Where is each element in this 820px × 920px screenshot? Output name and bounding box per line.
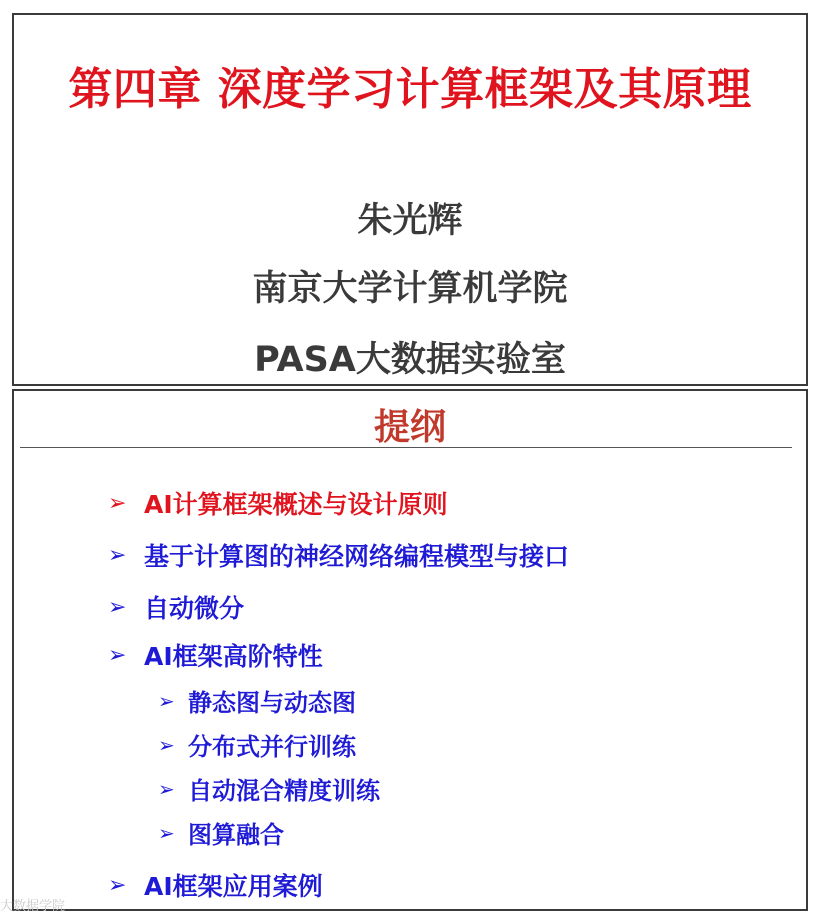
outline-subitem-label: 图算融合 <box>188 821 284 849</box>
bullet-arrow-icon: ➢ <box>158 732 175 757</box>
outline-item-label: AI框架高阶特性 <box>144 642 323 671</box>
outline-subitem-label: 自动混合精度训练 <box>188 777 380 805</box>
chapter-title: 第四章 深度学习计算框架及其原理 <box>68 64 752 115</box>
outline-item <box>108 485 448 521</box>
outline-item-label: 自动微分 <box>144 594 245 623</box>
bullet-arrow-icon: ➢ <box>108 642 127 668</box>
outline-item-label: AI计算框架概述与设计原则 <box>144 490 448 519</box>
outline-subitem-label: 分布式并行训练 <box>188 733 356 761</box>
outline-subitem <box>158 771 380 806</box>
bullet-arrow-icon: ➢ <box>108 542 127 568</box>
outline-item-label: 基于计算图的神经网络编程模型与接口 <box>144 542 570 571</box>
outline-item <box>108 637 323 673</box>
school-name: 南京大学计算机学院 <box>252 269 568 309</box>
bullet-arrow-icon: ➢ <box>158 776 175 801</box>
outline-subitem <box>158 683 356 718</box>
bullet-arrow-icon: ➢ <box>158 820 175 845</box>
outline-item-label: AI框架应用案例 <box>144 872 323 901</box>
outline-item <box>108 589 244 625</box>
outline-item <box>108 867 323 903</box>
lab-name: PASA大数据实验室 <box>254 340 566 380</box>
bullet-arrow-icon: ➢ <box>108 594 127 620</box>
outline-item <box>108 537 569 573</box>
title-slide <box>12 13 808 386</box>
outline-subitem <box>158 727 356 762</box>
outline-divider <box>20 447 792 448</box>
outline-subitem <box>158 815 284 850</box>
bullet-arrow-icon: ➢ <box>158 688 175 713</box>
watermark: 大数据学院 <box>0 899 66 914</box>
outline-slide <box>12 389 808 911</box>
bullet-arrow-icon: ➢ <box>108 490 127 516</box>
outline-subitem-label: 静态图与动态图 <box>188 689 356 717</box>
author-name: 朱光辉 <box>357 201 463 241</box>
bullet-arrow-icon: ➢ <box>108 872 127 898</box>
outline-heading: 提纲 <box>373 407 446 448</box>
